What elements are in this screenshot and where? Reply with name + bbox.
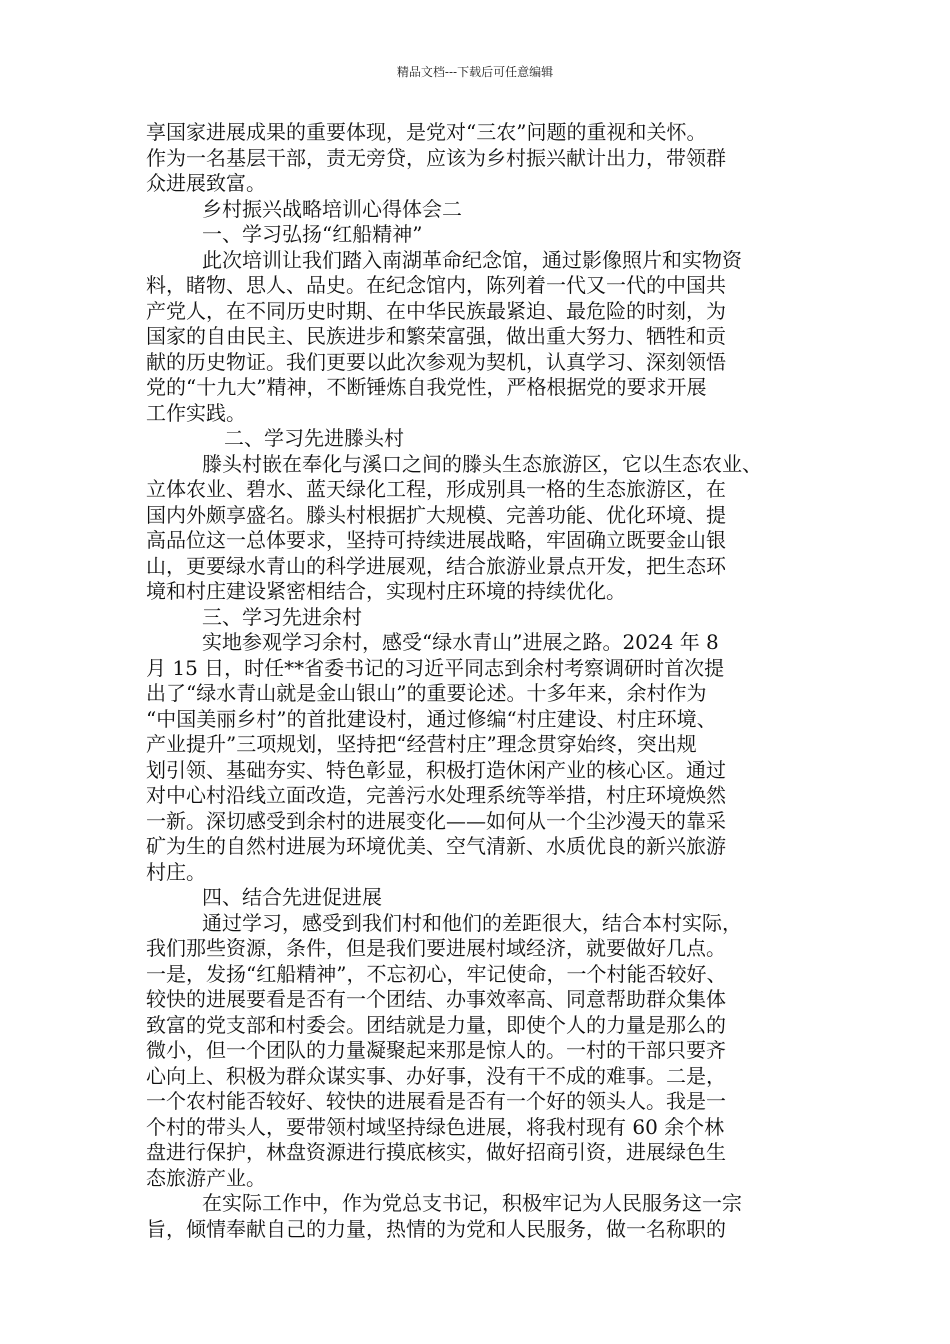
text-line: 山，更要绿水青山的科学进展观，结合旅游业景点开发，把生态环 [146,553,726,578]
text-line: 划引领、基础夯实、特色彰显，积极打造休闲产业的核心区。通过 [146,757,726,782]
text-line: 境和村庄建设紧密相结合，实现村庄环境的持续优化。 [146,579,626,603]
text-line: 立体农业、碧水、蓝天绿化工程，形成别具一格的生态旅游区，在 [146,477,726,501]
text-line: 月 15 日，时任**省委书记的习近平同志到余村考察调研时首次提 [146,655,725,680]
text-line: 一新。深切感受到余村的进展变化——如何从一个尘沙漫天的靠采 [146,808,726,833]
text-line: 心向上、积极为群众谋实事、办好事，没有干不成的难事。二是， [146,1063,726,1088]
text-line: 乡村振兴战略培训心得体会二 [202,196,462,221]
text-line: 致富的党支部和村委会。团结就是力量，即使个人的力量是那么的 [146,1012,726,1037]
text-line: 对中心村沿线立面改造，完善污水处理系统等举措，村庄环境焕然 [146,783,726,807]
text-line: 产党人，在不同历史时期、在中华民族最紧迫、最危险的时刻，为 [146,298,726,323]
text-line: 一、学习弘扬“红船精神” [202,222,423,246]
text-line: 四、结合先进促进展 [202,885,382,909]
text-line: 高品位这一总体要求，坚持可持续进展战略，牢固确立既要金山银 [146,528,726,552]
text-line: 料，睹物、思人、品史。在纪念馆内，陈列着一代又一代的中国共 [146,273,726,297]
text-line: 党的“十九大”精神，不断锤炼自我党性，严格根据党的要求开展 [146,375,707,399]
text-line: 出了“绿水青山就是金山银山”的重要论述。十多年来，余村作为 [146,681,707,705]
text-line: 我们那些资源，条件，但是我们要进展村域经济，就要做好几点。 [146,936,726,960]
text-line: 国家的自由民主、民族进步和繁荣富强，做出重大努力、牺牲和贡 [146,324,726,348]
text-line: 国内外颇享盛名。滕头村根据扩大规模、完善功能、优化环境、提 [146,502,726,527]
text-line: 一个农村能否较好、较快的进展看是否有一个好的领头人。我是一 [146,1089,726,1113]
text-line: 工作实践。 [146,400,246,425]
text-line: 态旅游产业。 [146,1165,266,1190]
text-line: 享国家进展成果的重要体现，是党对“三农”问题的重视和关怀。 [146,120,707,144]
text-line: 村庄。 [146,859,206,884]
text-line: 此次培训让我们踏入南湖革命纪念馆，通过影像照片和实物资 [202,247,742,272]
text-line: 产业提升”三项规划，坚持把“经营村庄”理念贯穿始终，突出规 [146,732,697,756]
document-body [146,120,826,1242]
text-line: “中国美丽乡村”的首批建设村，通过修编“村庄建设、村庄环境、 [146,706,717,731]
text-line: 在实际工作中，作为党总支书记，积极牢记为人民服务这一宗 [202,1191,742,1215]
text-line: 矿为生的自然村进展为环境优美、空气清新、水质优良的新兴旅游 [146,834,726,858]
text-line: 个村的带头人，要带领村域坚持绿色进展，将我村现有 60 余个林 [146,1114,725,1139]
text-line: 旨，倾情奉献自己的力量，热情的为党和人民服务，做一名称职的 [146,1216,726,1241]
text-line: 微小，但一个团队的力量凝聚起来那是惊人的。一村的干部只要齐 [146,1038,726,1062]
text-line: 作为一名基层干部，责无旁贷，应该为乡村振兴献计出力，带领群 [146,145,726,170]
text-line: 较快的进展要看是否有一个团结、办事效率高、同意帮助群众集体 [146,987,726,1011]
text-line: 二、学习先进滕头村 [224,426,404,450]
text-line: 众进展致富。 [146,171,266,195]
text-line: 实地参观学习余村，感受“绿水青山”进展之路。2024 年 8 [202,630,719,654]
text-line: 献的历史物证。我们更要以此次参观为契机，认真学习、深刻领悟 [146,349,726,374]
text-line: 三、学习先进余村 [202,604,362,629]
text-line: 盘进行保护，林盘资源进行摸底核实，做好招商引资，进展绿色生 [146,1140,726,1164]
text-line: 滕头村嵌在奉化与溪口之间的滕头生态旅游区，它以生态农业、 [202,451,762,476]
text-line: 通过学习，感受到我们村和他们的差距很大，结合本村实际， [202,910,742,935]
page-header: 精品文档---下载后可任意编辑 [396,65,554,79]
text-line: 一是，发扬“红船精神”，不忘初心，牢记使命，一个村能否较好、 [146,961,727,986]
